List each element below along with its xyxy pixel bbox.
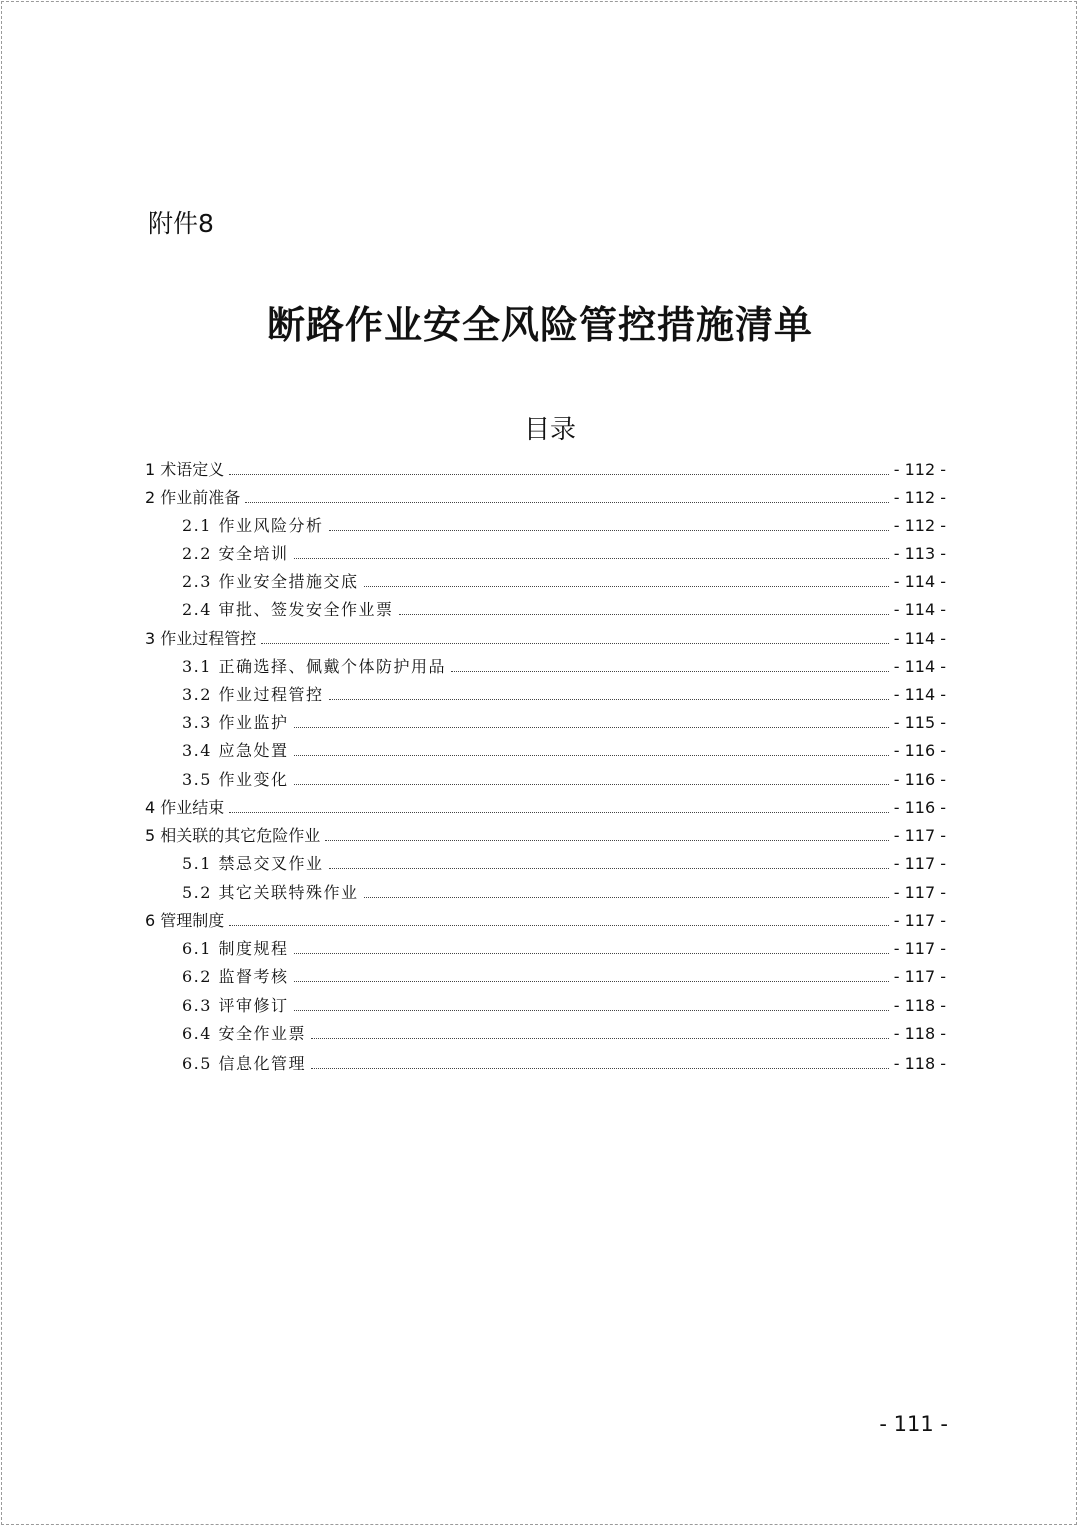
toc-entry-page: - 116 -: [893, 770, 946, 789]
toc-entry[interactable]: [145, 822, 946, 846]
toc-entry[interactable]: [182, 709, 946, 733]
toc-entry[interactable]: [182, 737, 946, 761]
toc-entry-page: - 116 -: [893, 741, 946, 760]
toc-dot-leader: [329, 699, 889, 700]
toc-entry-page: - 117 -: [893, 911, 946, 930]
toc-dot-leader: [294, 981, 889, 982]
toc-entry-page: - 117 -: [893, 967, 946, 986]
toc-entry-page: - 117 -: [893, 854, 946, 873]
toc-entry-page: - 118 -: [893, 996, 946, 1015]
toc-entry-page: - 116 -: [893, 798, 946, 817]
toc-entry-page: - 118 -: [893, 1024, 946, 1043]
toc-entry-label: 3.5 作业变化: [182, 770, 289, 789]
toc-entry-label: 2.1 作业风险分析: [182, 516, 324, 535]
toc-entry-label: 2.2 安全培训: [182, 544, 289, 563]
toc-dot-leader: [229, 474, 888, 475]
toc-entry-page: - 115 -: [893, 713, 946, 732]
toc-dot-leader: [294, 727, 889, 728]
page-number: - 111 -: [879, 1412, 948, 1436]
toc-entry[interactable]: [182, 1050, 946, 1074]
toc-entry-page: - 114 -: [893, 600, 946, 619]
toc-entry-page: - 117 -: [893, 883, 946, 902]
toc-dot-leader: [311, 1068, 889, 1069]
toc-entry-label: 6.3 评审修订: [182, 996, 289, 1015]
toc-entry[interactable]: [145, 456, 946, 480]
toc-heading: 目录: [523, 415, 576, 445]
toc-entry-page: - 117 -: [893, 939, 946, 958]
toc-entry-page: - 114 -: [893, 657, 946, 676]
toc-entry-page: - 118 -: [893, 1054, 946, 1073]
toc-dot-leader: [294, 784, 889, 785]
toc-entry-page: - 113 -: [893, 544, 946, 563]
toc-entry-page: - 112 -: [893, 460, 946, 479]
toc-entry[interactable]: [182, 1020, 946, 1044]
toc-dot-leader: [294, 755, 889, 756]
toc-entry[interactable]: [182, 596, 946, 620]
toc-dot-leader: [229, 925, 888, 926]
toc-entry[interactable]: [182, 766, 946, 790]
attachment-label: 附件8: [148, 209, 214, 238]
document-title: 断路作业安全风险管控措施清单: [266, 302, 813, 347]
toc-entry-page: - 112 -: [893, 488, 946, 507]
toc-entry[interactable]: [182, 879, 946, 903]
toc-dot-leader: [245, 502, 888, 503]
toc-dot-leader: [325, 840, 888, 841]
toc-entry-label: 6.5 信息化管理: [182, 1054, 307, 1073]
toc-entry-label: 5 相关联的其它危险作业: [145, 826, 321, 845]
toc-entry-label: 3.3 作业监护: [182, 713, 289, 732]
toc-entry-page: - 114 -: [893, 629, 946, 648]
toc-dot-leader: [451, 671, 889, 672]
toc-dot-leader: [364, 586, 889, 587]
toc-entry-label: 3.2 作业过程管控: [182, 685, 324, 704]
toc-entry-page: - 114 -: [893, 572, 946, 591]
toc-entry-label: 4 作业结束: [145, 798, 225, 817]
toc-entry[interactable]: [182, 681, 946, 705]
toc-entry[interactable]: [182, 935, 946, 959]
toc-entry-label: 3 作业过程管控: [145, 629, 257, 648]
toc-entry[interactable]: [182, 512, 946, 536]
toc-entry-label: 5.2 其它关联特殊作业: [182, 883, 359, 902]
toc-entry[interactable]: [182, 568, 946, 592]
toc-entry[interactable]: [182, 963, 946, 987]
toc-entry-label: 3.4 应急处置: [182, 741, 289, 760]
toc-entry[interactable]: [182, 850, 946, 874]
toc-dot-leader: [294, 1010, 889, 1011]
toc-entry-page: - 117 -: [893, 826, 946, 845]
toc-entry-label: 2.4 审批、签发安全作业票: [182, 600, 394, 619]
toc-entry-page: - 114 -: [893, 685, 946, 704]
toc-entry[interactable]: [182, 992, 946, 1016]
toc-entry[interactable]: [182, 540, 946, 564]
toc-entry-label: 1 术语定义: [145, 460, 225, 479]
toc-dot-leader: [329, 530, 889, 531]
toc-entry-page: - 112 -: [893, 516, 946, 535]
toc-dot-leader: [294, 953, 889, 954]
toc-entry[interactable]: [145, 625, 946, 649]
toc-entry-label: 6.4 安全作业票: [182, 1024, 307, 1043]
toc-dot-leader: [399, 614, 889, 615]
toc-dot-leader: [329, 868, 889, 869]
toc-entry-label: 6 管理制度: [145, 911, 225, 930]
toc-entry[interactable]: [182, 653, 946, 677]
toc-entry-label: 5.1 禁忌交叉作业: [182, 854, 324, 873]
toc-entry[interactable]: [145, 484, 946, 508]
toc-dot-leader: [229, 812, 888, 813]
toc-dot-leader: [311, 1038, 889, 1039]
toc-entry-label: 6.1 制度规程: [182, 939, 289, 958]
toc-entry-label: 2.3 作业安全措施交底: [182, 572, 359, 591]
toc-entry[interactable]: [145, 907, 946, 931]
toc-entry[interactable]: [145, 794, 946, 818]
toc-entry-label: 3.1 正确选择、佩戴个体防护用品: [182, 657, 447, 676]
toc-entry-label: 2 作业前准备: [145, 488, 241, 507]
toc-entry-label: 6.2 监督考核: [182, 967, 289, 986]
toc-dot-leader: [294, 558, 889, 559]
toc-dot-leader: [261, 643, 888, 644]
toc-dot-leader: [364, 897, 889, 898]
